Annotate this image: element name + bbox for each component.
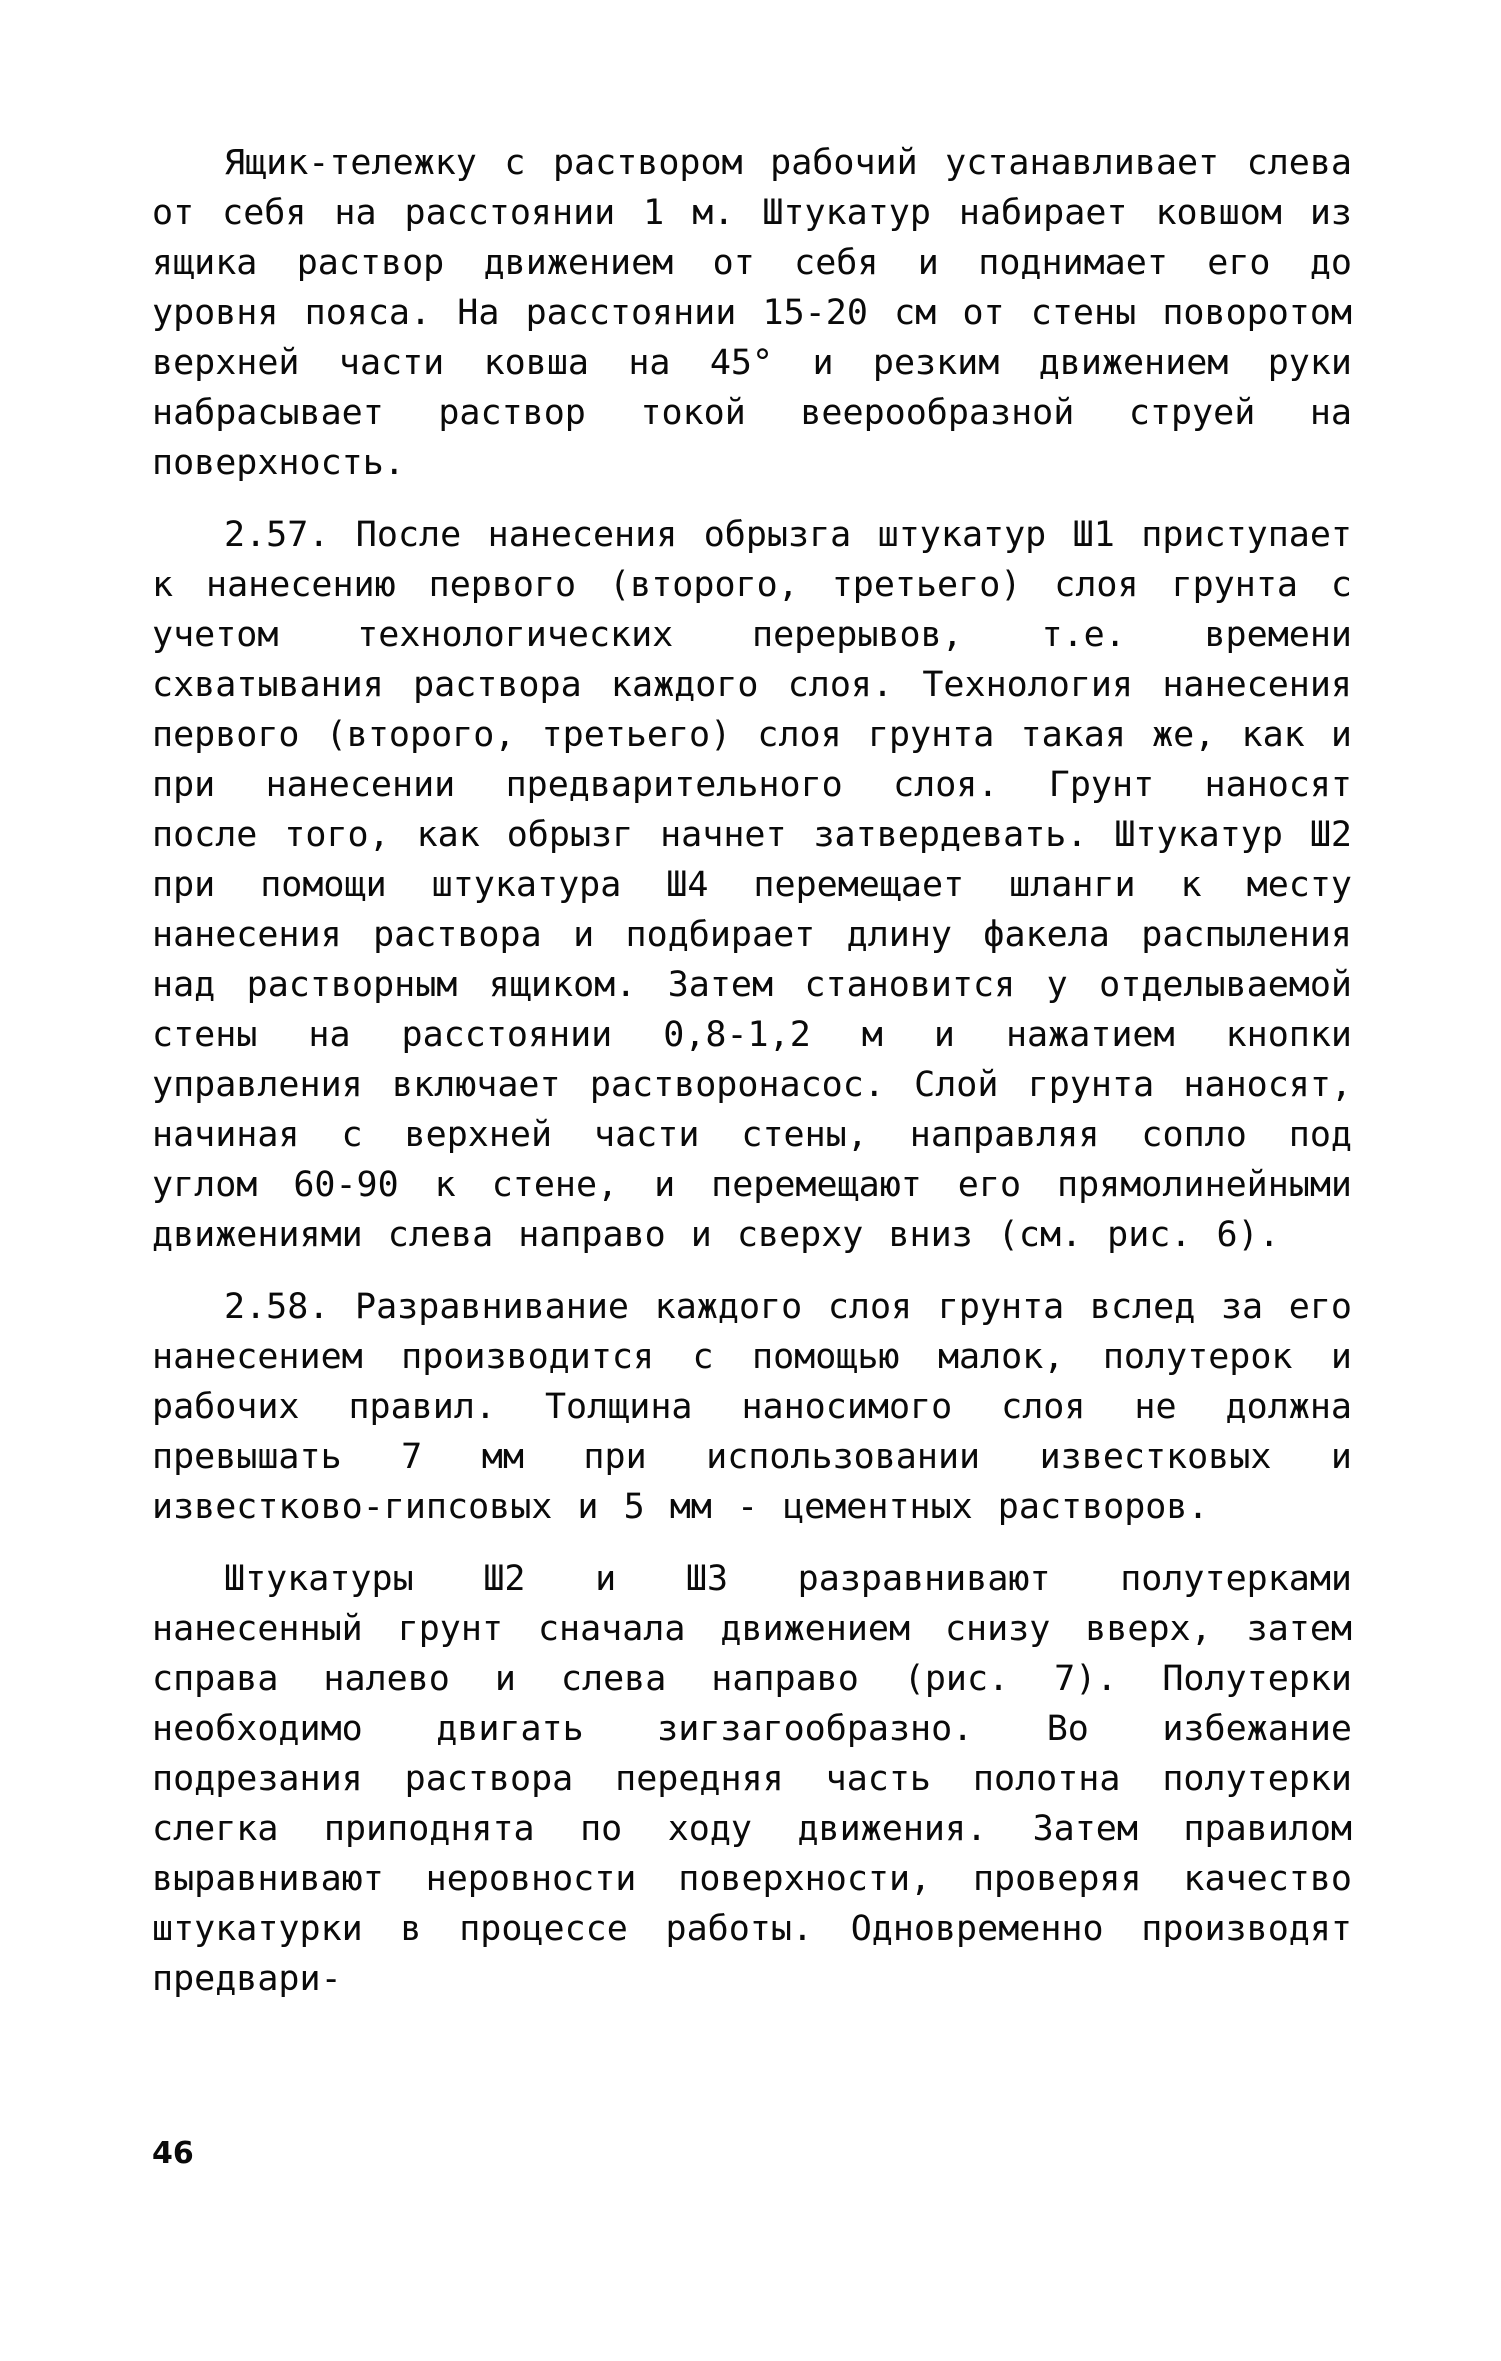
paragraph-2-57: 2.57. После нанесения обрызга штукатур Ш1 приступает к нанесению первого (второго, третьего) слоя грунта с учетом технологических перерывов, т.е. времени схватывания раствора каждого слоя. Технология нанесения первого (второго, третьего) слоя грунта такая же, как и при нанесении предварительного слоя. Грунт наносят после того, как обрызг начнет затвердевать. Штукатур Ш2 при помощи штукатура Ш4 перемещает шланги к месту нанесения раствора и подбирает длину факела распыления над растворным ящиком. Затем становится у отделываемой стены на расстоянии 0,8-1,2 м и нажатием кнопки управления включает растворонасос. Слой грунта наносят, начиная с верхней части стены, направляя сопло под углом 60-90 к стене, и перемещают его прямолинейными движениями слева направо и сверху вниз (см. рис. 6). [152,515,1352,1255]
page-body [152,138,1352,2004]
paragraph-intro: Ящик-тележку с раствором рабочий устанавливает слева от себя на расстоянии 1 м. Штукатур набирает ковшом из ящика раствор движением от себя и поднимает его до уровня пояса. На расстоянии 15-20 см от стены поворотом верхней части ковша на 45° и резким движением руки набрасывает раствор токой веерообразной струей на поверхность. [152,143,1352,483]
paragraph-2-58: 2.58. Разравнивание каждого слоя грунта вслед за его нанесением производится с помощью малок, полутерок и рабочих правил. Толщина наносимого слоя не должна превышать 7 мм при использовании известковых и известково-гипсовых и 5 мм - цементных растворов. [152,1287,1352,1527]
paragraph-plasterers: Штукатуры Ш2 и Ш3 разравнивают полутерками нанесенный грунт сначала движением снизу вверх, затем справа налево и слева направо (рис. 7). Полутерки необходимо двигать зигзагообразно. Во избежание подрезания раствора передняя часть полотна полутерки слегка приподнята по ходу движения. Затем правилом выравнивают неровности поверхности, проверяя качество штукатурки в процессе работы. Одновременно производят предвари- [152,1559,1352,1999]
page-number: 46 [152,2136,194,2171]
